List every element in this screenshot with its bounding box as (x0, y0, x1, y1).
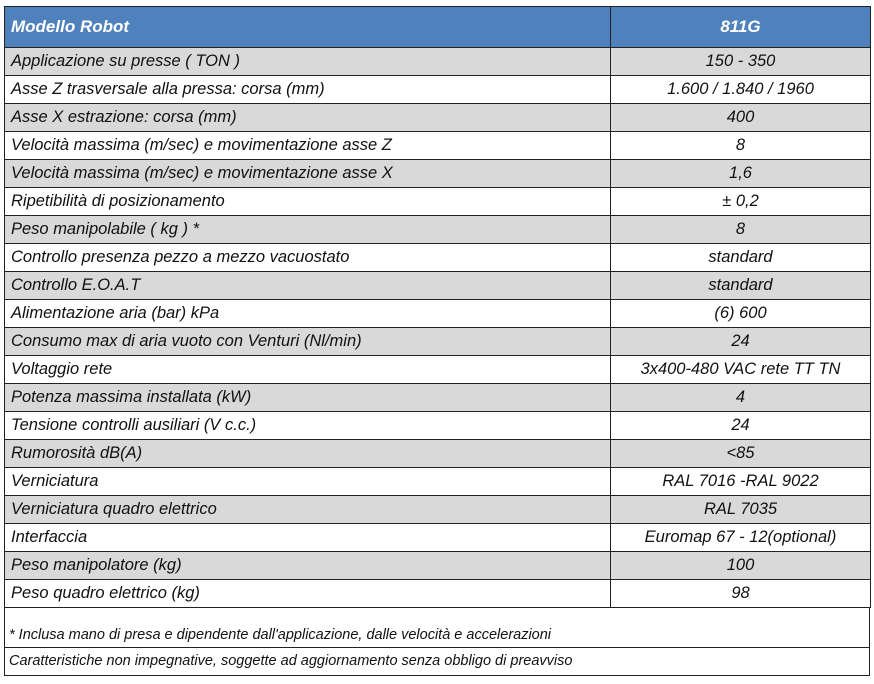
row-label: Peso manipolatore (kg) (5, 552, 611, 580)
row-label: Asse Z trasversale alla pressa: corsa (mm) (5, 76, 611, 104)
row-label: Verniciatura quadro elettrico (5, 496, 611, 524)
table-row (5, 496, 871, 524)
spec-table (4, 6, 871, 608)
row-value: standard (611, 272, 871, 300)
row-label: Controllo E.O.A.T (5, 272, 611, 300)
row-value: RAL 7016 -RAL 9022 (611, 468, 871, 496)
row-label: Consumo max di aria vuoto con Venturi (Nl/min) (5, 328, 611, 356)
table-row (5, 384, 871, 412)
row-value: 24 (611, 328, 871, 356)
row-label: Velocità massima (m/sec) e movimentazione asse Z (5, 132, 611, 160)
table-row (5, 216, 871, 244)
table-row (5, 76, 871, 104)
row-label: Verniciatura (5, 468, 611, 496)
header-label: Modello Robot (5, 7, 611, 48)
table-row (5, 48, 871, 76)
row-value: ± 0,2 (611, 188, 871, 216)
header-model: 811G (611, 7, 871, 48)
table-row (5, 552, 871, 580)
row-value: 4 (611, 384, 871, 412)
row-value: 3x400-480 VAC rete TT TN (611, 356, 871, 384)
row-label: Applicazione su presse ( TON ) (5, 48, 611, 76)
table-row (5, 132, 871, 160)
row-label: Controllo presenza pezzo a mezzo vacuostato (5, 244, 611, 272)
table-row (5, 468, 871, 496)
row-value: 1,6 (611, 160, 871, 188)
row-value: 98 (611, 580, 871, 608)
row-label: Potenza massima installata (kW) (5, 384, 611, 412)
footnote-text: * Inclusa mano di presa e dipendente dall'applicazione, dalle velocità e accelerazioni (9, 627, 552, 643)
table-row (5, 328, 871, 356)
row-label: Tensione controlli ausiliari (V c.c.) (5, 412, 611, 440)
table-row (5, 412, 871, 440)
row-label: Peso quadro elettrico (kg) (5, 580, 611, 608)
row-label: Interfaccia (5, 524, 611, 552)
row-value: (6) 600 (611, 300, 871, 328)
table-row (5, 356, 871, 384)
row-value: 1.600 / 1.840 / 1960 (611, 76, 871, 104)
row-value: Euromap 67 - 12(optional) (611, 524, 871, 552)
row-label: Peso manipolabile ( kg ) * (5, 216, 611, 244)
row-value: RAL 7035 (611, 496, 871, 524)
table-row (5, 272, 871, 300)
row-value: 150 - 350 (611, 48, 871, 76)
row-label: Asse X estrazione: corsa (mm) (5, 104, 611, 132)
row-value: 8 (611, 132, 871, 160)
table-row (5, 580, 871, 608)
spec-sheet (4, 6, 870, 676)
row-value: 8 (611, 216, 871, 244)
table-row (5, 300, 871, 328)
table-row (5, 104, 871, 132)
table-row (5, 188, 871, 216)
row-label: Voltaggio rete (5, 356, 611, 384)
disclaimer: Caratteristiche non impegnative, soggette ad aggiornamento senza obbligo di preavviso (9, 653, 573, 669)
footnote (5, 608, 869, 648)
row-label: Velocità massima (m/sec) e movimentazione asse X (5, 160, 611, 188)
row-label: Rumorosità dB(A) (5, 440, 611, 468)
row-value: 24 (611, 412, 871, 440)
table-row (5, 440, 871, 468)
table-row (5, 524, 871, 552)
row-value: standard (611, 244, 871, 272)
row-value: 100 (611, 552, 871, 580)
header-row (5, 7, 871, 48)
table-row (5, 160, 871, 188)
row-value: <85 (611, 440, 871, 468)
notes-box (4, 608, 870, 676)
table-row (5, 244, 871, 272)
row-label: Ripetibilità di posizionamento (5, 188, 611, 216)
row-value: 400 (611, 104, 871, 132)
row-label: Alimentazione aria (bar) kPa (5, 300, 611, 328)
